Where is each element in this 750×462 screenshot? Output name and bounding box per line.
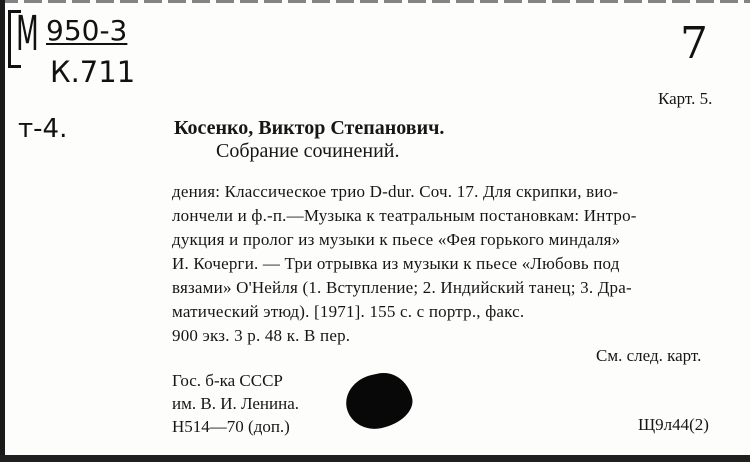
see-next-card-note: См. след. карт. bbox=[596, 346, 702, 365]
card-left-edge bbox=[0, 0, 5, 462]
corner-mark: 7 bbox=[680, 18, 708, 69]
description-line: дукция и пролог из музыки к пьесе «Фея горького миндаля» bbox=[172, 230, 621, 249]
description-line: лончели и ф.-п.—Музыка к театральным постановкам: Интро- bbox=[172, 206, 637, 225]
shelf-mark-sub: К.711 bbox=[50, 55, 136, 89]
description-line: вязами» О'Нейля (1. Вступление; 2. Индийский танец; 3. Дра- bbox=[172, 278, 632, 297]
library-line: Гос. б-ка СССР bbox=[172, 371, 283, 390]
shelf-mark-letter: М bbox=[16, 6, 39, 62]
description-line: 900 экз. 3 р. 48 к. В пер. bbox=[172, 326, 351, 345]
volume-mark: т-4. bbox=[18, 114, 68, 144]
author-heading: Косенко, Виктор Степанович. bbox=[174, 117, 445, 139]
description-line: И. Кочерги. — Три отрывка из музыки к пьесе «Любовь под bbox=[172, 254, 620, 273]
description-line: дения: Классическое трио D-dur. Соч. 17. Для скрипки, вио- bbox=[172, 182, 619, 201]
description-line: матический этюд). [1971]. 155 с. с портр., факс. bbox=[172, 302, 525, 321]
library-line: им. В. И. Ленина. bbox=[172, 394, 300, 413]
shelf-mark-number: 950-3 bbox=[46, 14, 128, 47]
work-title: Собрание сочинений. bbox=[216, 140, 400, 162]
card-top-edge bbox=[0, 0, 750, 3]
card-number: Карт. 5. bbox=[658, 89, 713, 108]
library-line: Н514—70 (доп.) bbox=[172, 417, 290, 436]
call-number: Щ9л44(2) bbox=[638, 415, 709, 434]
card-bottom-edge bbox=[0, 455, 750, 462]
ink-blot bbox=[341, 368, 417, 435]
